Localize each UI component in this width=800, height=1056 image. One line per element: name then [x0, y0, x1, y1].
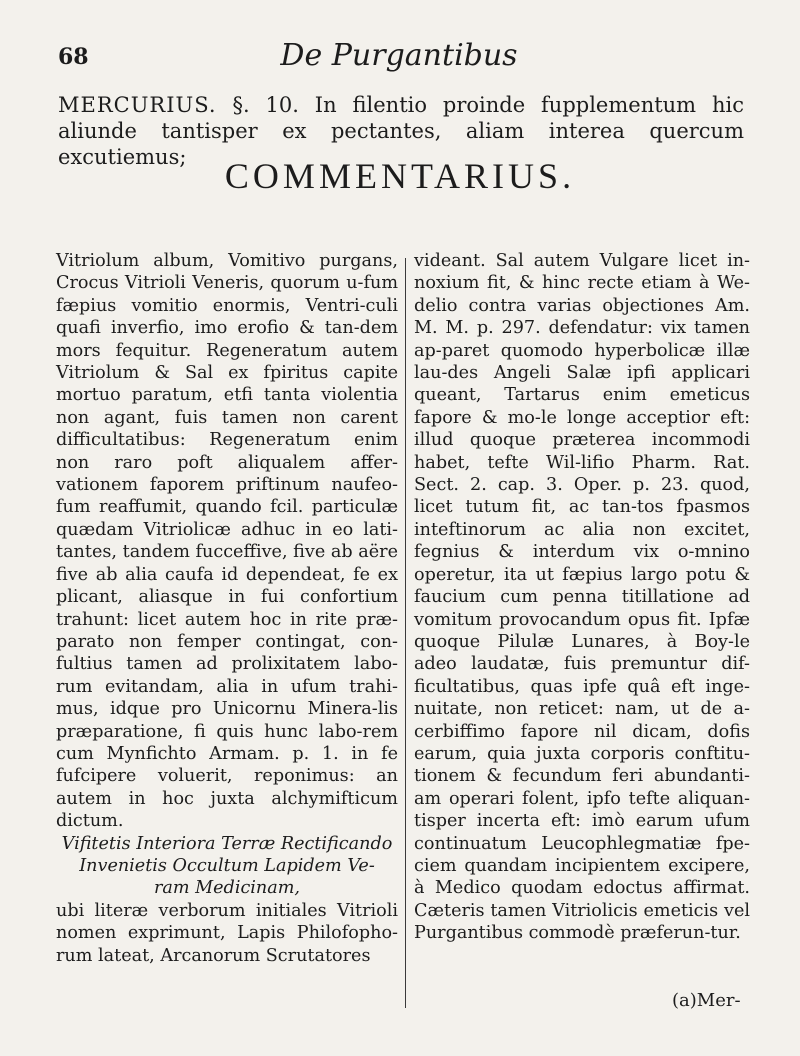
section-heading: COMMENTARIUS. [224, 156, 576, 196]
page-number: 68 [58, 44, 89, 70]
intro-text: §. 10. In filentio proinde fupplementum hic aliunde tantisper ex pectantes, aliam interea quercum excutiemus; [58, 93, 744, 169]
right-column [414, 250, 750, 945]
running-title: De Purgantibus [280, 38, 518, 73]
left-paragraph-1: Vitriolum album, Vomitivo purgans, Crocus Vitrioli Veneris, quorum u-fum fæpius vomitio enormis, Ventri-culi quafi inverfio, imo erofio & tan-dem mors fequitur. Regeneratum autem Vitriolum & Sal ex fpiritus capite mortuo paratum, etfi tanta violentia non agant, fuis tamen non carent difficultatibus: Regeneratum enim non raro poft aliqualem affer-vationem faporem priftinum naufeo-fum reaffumit, quando fcil. particulæ quædam Vitriolicæ adhuc in eo lati-tantes, tandem fucceffive, five ab aëre five ab alia caufa id dependeat, fe ex plicant, aliasque in fui confortium trahunt: licet autem hoc in rite præ-parato non femper contingat, con-fultius tamen ad prolixitatem labo-rum evitandam, alia in ufum trahi-mus, idque pro Unicornu Minera-lis præparatione, fi quis hunc labo-rem cum Mynfichto Armam. p. 1. in fe fufcipere voluerit, reponimus: an autem in hoc juxta alchymifticum dictum. [56, 251, 398, 832]
left-column [56, 250, 398, 967]
column-divider [405, 258, 406, 1008]
speaker-label: MERCURIUS. [58, 93, 217, 117]
verse-line-1: Vifitetis Interiora Terræ Rectificando [61, 833, 393, 854]
page-header [58, 38, 740, 78]
verse-line-3: ram Medicinam, [153, 878, 301, 899]
verse-line-2: Invenietis Occultum Lapidem Ve- [79, 855, 375, 876]
right-paragraph: videant. Sal autem Vulgare licet in-noxium fit, & hinc recte etiam à We-delio contra varias objectiones Am. M. M. p. 297. defendatur: vix tamen ap-paret quomodo hyperbolicæ illæ lau-des Angeli Salæ ipfi applicari queant, Tartarus enim emeticus fapore & mo-le longe acceptior eft: illud quoque præterea incommodi habet, tefte Wil-lifio Pharm. Rat. Sect. 2. cap. 3. Oper. p. 23. quod, licet tutum fit, ac tan-tos fpasmos inteftinorum ac alia non excitet, fegnius & interdum vix o-mnino operetur, ita ut fæpius largo potu & faucium cum penna titillatione ad vomitum provocandum opus fit. Ipfæ quoque Pilulæ Lunares, à Boy-le adeo laudatæ, fuis premuntur dif-ficultatibus, quas ipfe quâ eft inge-nuitate, non reticet: nam, ut de a-cerbiffimo fapore nil dicam, dofis earum, quia juxta corporis conftitu-tionem & fecundum feri abundanti-am operari folent, ipfo tefte aliquan-tisper incerta eft: imò earum ufum continuatum Leucophlegmatiæ fpe-ciem quandam incipientem excipere, à Medico quodam edoctus affirmat. Cæteris tamen Vitriolicis emeticis vel Purgantibus commodè præferun-tur. [414, 251, 750, 944]
catchword: (a)Mer- [672, 990, 741, 1011]
left-paragraph-2: ubi literæ verborum initiales Vitrioli nomen exprimunt, Lapis Philofopho-rum lateat, Arcanorum Scrutatores [56, 900, 398, 966]
